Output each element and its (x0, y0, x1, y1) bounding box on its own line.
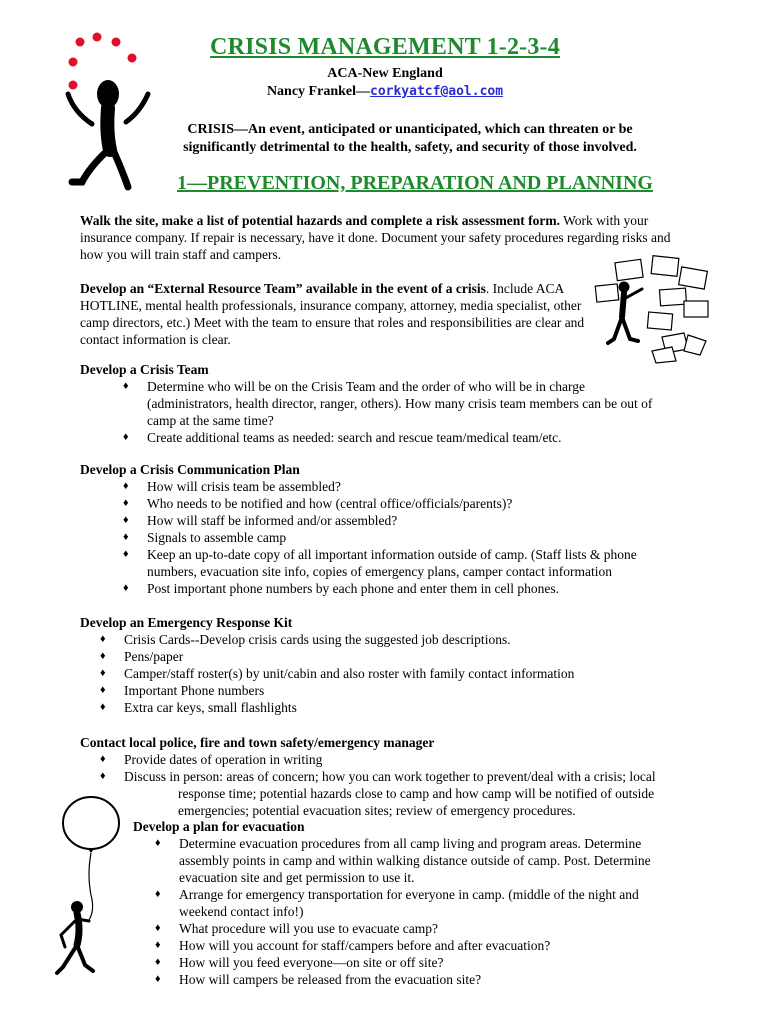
kit-heading: Develop an Emergency Response Kit (80, 615, 293, 630)
evac-heading: Develop a plan for evacuation (133, 819, 305, 834)
page-title: CRISIS MANAGEMENT 1-2-3-4 (210, 34, 560, 60)
list-item: ♦ Provide dates of operation in writing (100, 751, 700, 768)
author-name: Nancy Frankel— (266, 84, 370, 99)
kit-item-text: Develop crisis cards using the suggested job descriptions. (199, 632, 511, 647)
list-item: ♦ How will campers be released from the evacuation site? (155, 971, 673, 988)
author-line (0, 84, 770, 100)
list-item: ♦ Who needs to be notified and how (central office/officials/parents)? (123, 495, 673, 512)
crisis-team-list (123, 378, 673, 446)
evac-list (155, 835, 673, 988)
list-item: ♦ Signals to assemble camp (123, 529, 673, 546)
list-item: ♦ Keep an up-to-date copy of all important information outside of camp. (Staff lists & phone numbers, evacuation site info, copies of emergency plans, camper contact information (123, 546, 673, 580)
list-item: ♦ Arrange for emergency transportation for everyone in camp. (middle of the night and weekend contact info!) (155, 886, 673, 920)
list-item (100, 768, 700, 785)
list-item: ♦ How will you account for staff/campers before and after evacuation? (155, 937, 673, 954)
org-name: ACA-New England (327, 66, 443, 81)
list-item: ♦ Post important phone numbers by each phone and enter them in cell phones. (123, 580, 673, 597)
external-team-paragraph (80, 280, 585, 348)
list-item (100, 699, 700, 716)
external-team-bold: Develop an “External Resource Team” available in the event of a crisis (80, 281, 486, 296)
list-item (100, 631, 700, 648)
comm-plan-list (123, 478, 673, 597)
comm-plan-heading: Develop a Crisis Communication Plan (80, 462, 300, 477)
list-item (100, 648, 700, 665)
walk-site-text: Work with your insurance company. If repair is necessary, have it done. Document your safety procedures regarding risks and how you will train staff and campers. (80, 213, 671, 262)
list-item (100, 665, 700, 682)
kit-item-text: Extra car keys, small flashlights (124, 700, 297, 715)
email-link[interactable]: corkyatcf@aol.com (370, 84, 504, 99)
external-team-text: . Include ACA HOTLINE, mental health professionals, insurance company, attorney, media specialist, other camp directors, etc.) Meet with the team to ensure that roles and responsibilities are clear and contact information is clear. (80, 281, 585, 347)
police-item-first-line: Discuss in person: areas of concern; how you can work together to prevent/deal with a crisis; local (124, 769, 656, 784)
presenter-figure-icon (592, 255, 712, 367)
police-item-continuation: response time; potential hazards close to camp and how camp will be notified of outside emergencies; potential evacuation sites; review of emergency procedures. (178, 786, 655, 818)
kit-item-text: Pens/paper (124, 649, 184, 664)
list-item: ♦ How will you feed everyone—on site or off site? (155, 954, 673, 971)
list-item: ♦ How will staff be informed and/or assembled? (123, 512, 673, 529)
kit-item-text: Camper/staff roster(s) by unit/cabin and also roster with family contact information (124, 666, 575, 681)
police-heading: Contact local police, fire and town safety/emergency manager (80, 735, 435, 750)
section-1-title: 1—PREVENTION, PREPARATION AND PLANNING (177, 172, 653, 194)
kit-item-text: Important Phone numbers (124, 683, 265, 698)
balloon-figure-icon (55, 795, 145, 995)
list-item: ♦ Determine who will be on the Crisis Team and the order of who will be in charge (administrators, health director, ranger, others). How many crisis team members can be out of camp at the same time? (123, 378, 673, 429)
list-item (100, 682, 700, 699)
list-item: ♦ What procedure will you use to evacuate camp? (155, 920, 673, 937)
list-item: ♦ Create additional teams as needed: search and rescue team/medical team/etc. (123, 429, 673, 446)
crisis-definition: CRISIS—An event, anticipated or unanticipated, which can threaten or be significantly detrimental to the health, safety, and security of those involved. (183, 122, 637, 155)
police-list (100, 751, 700, 785)
list-item: ♦ Determine evacuation procedures from all camp living and program areas. Determine assembly points in camp and within walking distance outside of camp. Post. Determine evacuation site and get permission to use it. (155, 835, 673, 886)
crisis-team-heading: Develop a Crisis Team (80, 362, 209, 377)
kit-item-bold: Crisis Cards-- (124, 632, 200, 647)
list-item: ♦ How will crisis team be assembled? (123, 478, 673, 495)
kit-list (100, 631, 700, 716)
walk-site-bold: Walk the site, make a list of potential hazards and complete a risk assessment form. (80, 213, 560, 228)
